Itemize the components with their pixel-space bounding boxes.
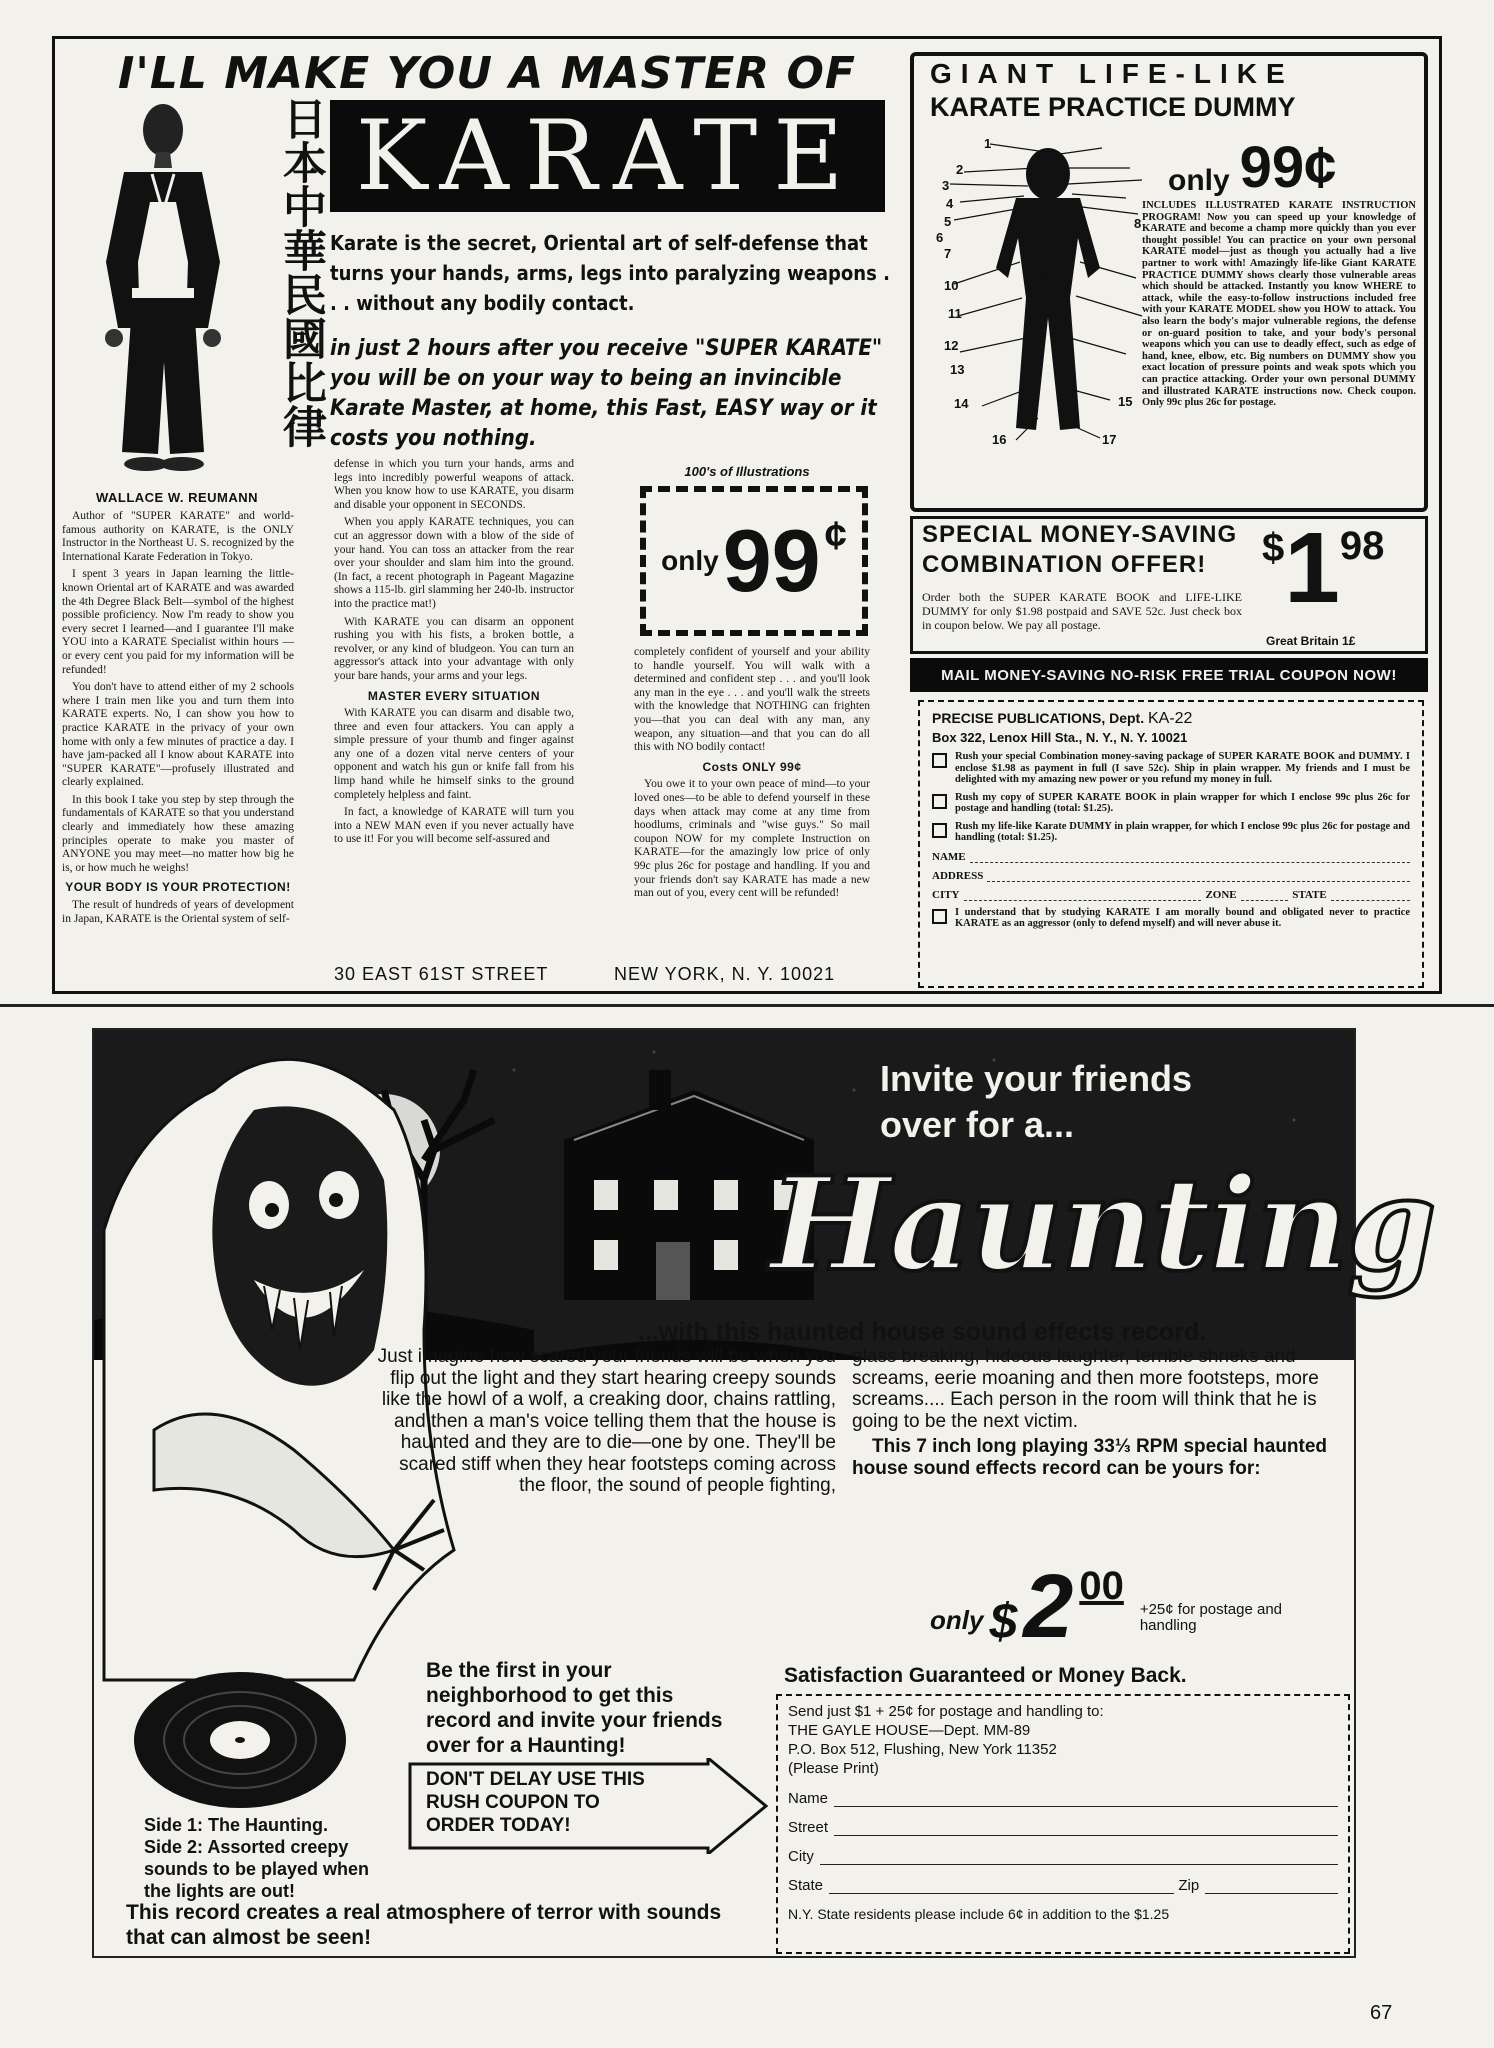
col2-paragraph: defense in which you turn your hands, arms and legs into incredibly powerful weapons of attack. When you know how to use KARATE, you disarm and disable your opponent in SECONDS. (334, 458, 574, 511)
author-name: WALLACE W. REUMANN (95, 490, 259, 505)
haunting-city-field[interactable] (788, 1848, 1338, 1865)
record-sides (144, 1814, 384, 1902)
col3-paragraph: completely confident of yourself and your ability to handle yourself. You will walk with a determined and confident step . . . and you'll look any man in the eye . . . and you'll walk the streets with the knowledge that NOTHING can frighten you—that you can deal with any man, any weapon, any situation—and that you can do all this with NO bodily contact! (634, 646, 870, 754)
zone-label: ZONE (1205, 888, 1237, 901)
dummy-number: 17 (1102, 432, 1117, 447)
col2-heading: MASTER EVERY SITUATION (367, 688, 541, 703)
name-line[interactable] (970, 850, 1410, 863)
illustrations-label: 100's of Illustrations (684, 464, 810, 479)
col3-paragraph: You owe it to your own peace of mind—to your loved ones—to be able to defend yourself in these days when attack may come at any time from hoodlums, criminals and "wise guys." So mail coupon NOW for my complete Instruction on KARATE—for the amazingly low price of only 99c plus 26c for postage and handling. If you and your friends don't say KARATE has made a new man out of you, every cent will be refunded! (634, 778, 870, 900)
karate-promise: in just 2 hours after you receive "SUPER KARATE" you will be on your way to being an invincible Karate Master, at home, this Fast, EASY way or it costs you nothing. (330, 336, 883, 451)
dummy-number: 11 (948, 306, 962, 321)
option-text: Rush my copy of SUPER KARATE BOOK in plain wrapper for which I enclose 99c plus 26c for postage and handling (total: $1.25). (955, 791, 1410, 814)
col1-heading: YOUR BODY IS YOUR PROTECTION! (65, 880, 291, 895)
haunting-name-field[interactable] (788, 1790, 1338, 1807)
karate-column-1 (62, 510, 294, 930)
dummy-number: 4 (946, 196, 954, 211)
price-stamp (640, 486, 868, 636)
coupon-company: THE GAYLE HOUSE—Dept. MM-89 (788, 1722, 1031, 1739)
street-label: Street (788, 1819, 829, 1836)
dummy-number: 15 (1118, 394, 1133, 409)
checkbox[interactable] (932, 823, 947, 838)
state-line[interactable] (1331, 888, 1410, 901)
combo-price (1262, 512, 1385, 624)
haunting-coupon[interactable] (776, 1694, 1350, 1954)
stamp-price: 99 (722, 511, 821, 610)
dummy-number: 14 (954, 396, 969, 411)
coupon-option-combo[interactable] (932, 751, 1410, 786)
dummy-number: 9 (1038, 268, 1046, 283)
coupon-banner-text: MAIL MONEY-SAVING NO-RISK FREE TRIAL COUPON NOW! (941, 666, 1397, 684)
col2-paragraph: With KARATE you can disarm an opponent rushing you with his fists, a broken bottle, a revolver, or any kind of bludgeon. You can turn an aggressor's attack into your advantage with only your bare hands, your arms and your legs. (334, 615, 574, 682)
col2-paragraph: With KARATE you can disarm and disable two, three and even four attackers. You can apply a simple pressure of your thumb and finger against any one of a dozen vital nerve centers of your opponent and watch his gun or knife fall from his limp hand while he himself sinks to the ground completely helpless and faint. (334, 707, 574, 801)
record-illustration (130, 1664, 350, 1814)
state-label: State (788, 1877, 824, 1894)
dummy-number: 2 (956, 162, 964, 177)
combo-price-cents: 98 (1339, 524, 1385, 568)
name-line[interactable] (834, 1792, 1338, 1807)
address-label: ADDRESS (932, 869, 984, 882)
state-line[interactable] (829, 1879, 1174, 1894)
address-right: NEW YORK, N. Y. 10021 (614, 964, 836, 984)
karate-intro: Karate is the secret, Oriental art of self-defense that turns your hands, arms, legs into paralyzing weapons . . . without any bodily contact. (330, 231, 890, 315)
dummy-number: 7 (944, 246, 952, 261)
coupon-city-field[interactable] (932, 888, 1410, 901)
karate-man-illustration (68, 92, 258, 492)
coupon-option-dummy[interactable] (932, 821, 1410, 844)
zip-line[interactable] (1205, 1879, 1338, 1894)
dummy-title-1: GIANT LIFE-LIKE (930, 58, 1294, 89)
checkbox[interactable] (932, 909, 947, 924)
dummy-number: 1 (984, 138, 992, 151)
dummy-title-2: KARATE PRACTICE DUMMY (930, 92, 1296, 122)
dummy-number: 10 (944, 278, 959, 293)
side-1: Side 1: The Haunting. (144, 1815, 329, 1835)
side-2: Side 2: Assorted creepy sounds to be played when the lights are out! (144, 1837, 370, 1901)
coupon-send: Send just $1 + 25¢ for postage and handling to: (788, 1703, 1104, 1720)
coupon-address-field[interactable] (932, 869, 1410, 882)
dummy-number: 16 (992, 432, 1007, 447)
combo-description: Order both the SUPER KARATE BOOK and LIFE-LIKE DUMMY for only $1.98 postpaid and SAVE 52c. Just check box in coupon below. We pay all postage. (922, 590, 1242, 632)
karate-banner-text: KARATE (355, 100, 860, 212)
body-right-text: glass breaking, hideous laughter, terrible shrieks and screams, eerie moaning and then more footsteps, more screams.... Each person in the room will think that he is going to be the next victim. (852, 1346, 1319, 1432)
coupon-publisher: PRECISE PUBLICATIONS, Dept. (932, 710, 1145, 726)
dummy-only: only (1168, 164, 1230, 197)
checkbox[interactable] (932, 794, 947, 809)
coupon-pobox: P.O. Box 512, Flushing, New York 11352 (788, 1741, 1057, 1758)
name-label: NAME (932, 850, 966, 863)
agreement-text: I understand that by studying KARATE I am morally bound and obligated never to practice KARATE as an aggressor (only to defend myself) and will never abuse it. (955, 906, 1410, 929)
coupon-address: Box 322, Lenox Hill Sta., N. Y., N. Y. 10021 (932, 730, 1188, 745)
city-line[interactable] (820, 1850, 1338, 1865)
dummy-number: 12 (944, 338, 959, 353)
karate-banner (330, 100, 885, 212)
combo-title: SPECIAL MONEY-SAVING COMBINATION OFFER! (922, 521, 1238, 578)
coupon-option-book[interactable] (932, 792, 1410, 815)
haunting-street-field[interactable] (788, 1819, 1338, 1836)
coupon-dept: KA-22 (1147, 710, 1193, 727)
city-line[interactable] (964, 888, 1202, 901)
address-left: 30 EAST 61ST STREET (334, 964, 549, 984)
kanji-column: 日本中華民國比律 (276, 96, 325, 448)
haunting-subtitle: ...with this haunted house sound effects record. (638, 1318, 1207, 1346)
option-text: Rush my life-like Karate DUMMY in plain wrapper, for which I enclose 99c plus 26c for postage and handling (total: $1.25). (955, 820, 1410, 843)
col1-paragraph: In this book I take you step by step through the fundamentals of KARATE so that you understand clearly and immediately how these amazing principles operate to make you master of ANYONE you may meet—no matter how big he is, or how much he weighs! (62, 793, 294, 874)
price-main: 2 (1023, 1557, 1074, 1657)
col1-paragraph: The result of hundreds of years of development in Japan, KARATE is the Oriental system of self- (62, 899, 294, 925)
dummy-illustration (930, 138, 1150, 448)
checkbox[interactable] (932, 753, 947, 768)
zip-label: Zip (1178, 1877, 1200, 1894)
body-right-text-2: This 7 inch long playing 33⅓ RPM special haunted house sound effects record can be yours for: (852, 1436, 1328, 1479)
combo-price-dollar: $ (1262, 526, 1285, 570)
coupon-tax-note: N.Y. State residents please include 6¢ in addition to the $1.25 (788, 1906, 1170, 1922)
city-label: City (788, 1848, 814, 1865)
price-postage: +25¢ for postage and handling (1139, 1601, 1283, 1634)
coupon-agreement[interactable] (932, 907, 1410, 930)
haunting-invite-2: over for a... (880, 1104, 1075, 1145)
dummy-price (1168, 135, 1337, 200)
zone-line[interactable] (1241, 888, 1289, 901)
haunting-body-right (852, 1346, 1332, 1479)
state-label: STATE (1292, 888, 1327, 901)
col1-paragraph: I spent 3 years in Japan learning the little-known Oriental art of KARATE and was awarded the 4th Degree Black Belt—symbol of the highest possible proficiency. Now I'm ready to show you every secret I learned—and I guarantee I'll make YOU into a KARATE Specialist within hours —or every cent you paid for my information will be refunded! (62, 568, 294, 676)
combo-price-main: 1 (1284, 512, 1340, 624)
haunting-price (930, 1557, 1290, 1657)
haunting-state-field[interactable] (788, 1877, 1338, 1894)
guarantee-text: Satisfaction Guaranteed or Money Back. (784, 1664, 1187, 1687)
dummy-price-value: 99¢ (1239, 135, 1337, 200)
coupon-banner (910, 658, 1428, 692)
haunting-title: Haunting (770, 1150, 1435, 1300)
dummy-number: 8 (1134, 216, 1142, 231)
dummy-number: 13 (950, 362, 965, 377)
dummy-number: 6 (936, 230, 944, 245)
option-text: Rush your special Combination money-saving package of SUPER KARATE BOOK and DUMMY. I enclose $1.98 as payment in full (I save 52c). Ship in plain wrapper. My friends and I must be delighted with my amazing new power or you refund my money in full. (955, 751, 1410, 785)
karate-coupon[interactable] (918, 700, 1424, 988)
stamp-cent: ¢ (824, 514, 847, 558)
address-line[interactable] (987, 869, 1410, 882)
city-label: CITY (932, 888, 960, 901)
col2-paragraph: When you apply KARATE techniques, you can cut an aggressor down with a blow of the side of your hand. You can toss an attacker from the rear over your shoulder and slam him into the ground. (In fact, a recent photograph in Pageant Magazine shows a 115-lb. girl slamming her 240-lb. instructor into the practice mat!) (334, 516, 574, 610)
name-label: Name (788, 1790, 829, 1807)
closing-text: This record creates a real atmosphere of terror with sounds that can almost be seen! (126, 1901, 722, 1949)
col1-paragraph: You don't have to attend either of my 2 schools where I train men like you and turn them into KARATE experts. No, I can show you how to practice KARATE in the privacy of your own home with only a few minutes of practice a day. I have jam-packed all I know about KARATE into "SUPER KARATE"—profusely illustrated and clearly explained. (62, 681, 294, 789)
coupon-name-field[interactable] (932, 850, 1410, 863)
arrow-callout (408, 1758, 768, 1854)
combo-gb: Great Britain 1£ (1266, 634, 1356, 648)
be-first-text: Be the first in your neighborhood to get this record and invite your friends over for a Haunting! (426, 1659, 723, 1757)
dummy-description: INCLUDES ILLUSTRATED KARATE INSTRUCTION PROGRAM! Now you can speed up your knowledge of KARATE and become a champ more quickly than you ever thought possible! You can practice on your own personal KARATE model—just as though you actually had a live partner to work with! Amazingly life-like Giant KARATE PRACTICE DUMMY shows clearly those vulnerable areas which should be attacked. Instantly you know WHERE to attack, while the easy-to-follow instructions included free with your KARATE MODEL show you HOW to attack. You also learn the body's major vulnerable regions, the defense or on-guard position to take, and your body's personal weapons which you can use to deadly effect, such as edge of hand, knee, elbow, etc. Big numbers on DUMMY show you exact location of pressure points and weak spots which you can practice attacking. Order your own personal DUMMY and illustrated KARATE instructions now. Check coupon. Only 99c plus 26c for postage. (1142, 200, 1416, 409)
price-dollar: $ (989, 1593, 1018, 1649)
col2-paragraph: In fact, a knowledge of KARATE will turn you into a NEW MAN even if you never actually have to use it! For you will become self-assured and (334, 806, 574, 846)
karate-column-3 (634, 646, 870, 905)
karate-column-2 (334, 458, 574, 851)
coupon-print: (Please Print) (788, 1760, 879, 1777)
stamp-only: only (661, 545, 719, 576)
price-only: only (930, 1605, 984, 1635)
page-number: 67 (1370, 2002, 1393, 2024)
arrow-text: DON'T DELAY USE THIS RUSH COUPON TO ORDER TODAY! (426, 1769, 645, 1836)
col3-heading: Costs ONLY 99¢ (702, 759, 802, 774)
haunting-invite-1: Invite your friends (880, 1058, 1193, 1099)
price-cents: 00 (1079, 1564, 1124, 1608)
dummy-number: 5 (944, 214, 952, 229)
dummy-number: 3 (942, 178, 950, 193)
haunting-body-left: Just imagine how scared your friends will be when you flip out the light and they start hearing creepy sounds like the howl of a wolf, a creaking door, chains rattling, and then a man's voice telling them that the house is haunted and they are to die—one by one. They'll be scared stiff when they hear footsteps coming across the floor, the sound of people fighting, (377, 1346, 836, 1496)
section-divider (0, 1004, 1494, 1007)
author-bio: Author of "SUPER KARATE" and world-famous authority on KARATE, is the ONLY Instructor in the Northeast U. S. recognized by the International Karate Federation in Tokyo. (62, 510, 294, 563)
karate-headline: I'LL MAKE YOU A MASTER OF (118, 48, 856, 99)
street-line[interactable] (834, 1821, 1338, 1836)
